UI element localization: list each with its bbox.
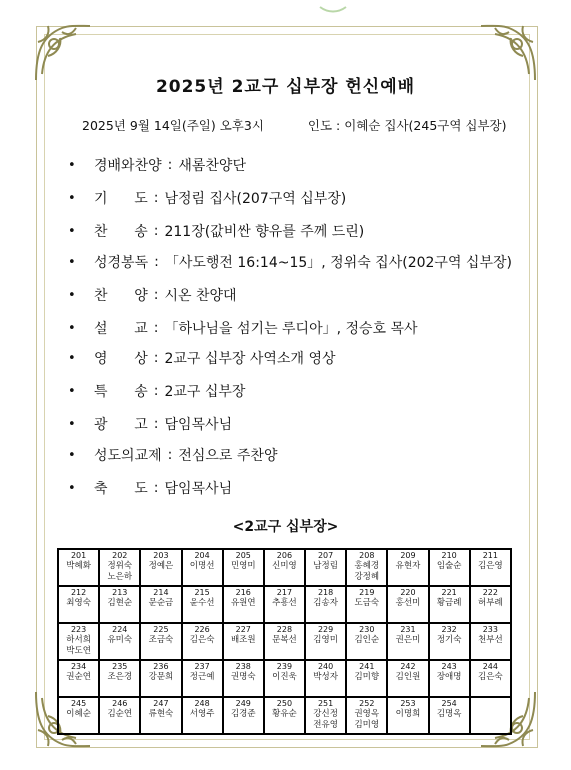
roster-cell — [182, 623, 223, 660]
program-item-value: 새롬찬양단 — [178, 158, 246, 174]
district-number: 229 — [317, 625, 334, 634]
leader-name: 유미숙 — [107, 635, 133, 645]
program-item — [68, 252, 512, 272]
program-item-label: 광 고 — [94, 417, 148, 433]
program-item-label: 성경봉독 — [94, 255, 149, 271]
district-number: 223 — [70, 625, 87, 634]
district-number: 209 — [400, 551, 416, 560]
roster-cell — [387, 549, 428, 586]
leader-name: 김은숙 — [189, 635, 215, 645]
district-number: 204 — [194, 551, 210, 560]
program-item-label: 기 도 — [94, 191, 148, 207]
leaf-ornament-icon — [318, 0, 348, 10]
bullet-icon: • — [68, 287, 76, 303]
leader-name: 정기숙 — [436, 635, 462, 645]
program-item-value: 남정림 집사(207구역 십부장) — [164, 191, 347, 207]
district-number: 245 — [70, 699, 87, 708]
district-number: 232 — [441, 625, 457, 634]
roster-row — [58, 660, 511, 697]
district-number: 246 — [112, 699, 128, 708]
leader-name: 강문희 — [148, 672, 174, 682]
program-item — [68, 348, 336, 368]
leader-name: 김미향 — [354, 672, 380, 682]
program-item-label: 경배와찬양 — [94, 158, 162, 174]
leader-name: 김명옥 — [436, 709, 462, 719]
leader-name: 박도연 — [66, 646, 91, 656]
district-number: 215 — [194, 588, 210, 597]
leader-name: 권영옥 — [354, 709, 380, 719]
program-item — [68, 285, 237, 305]
district-number: 233 — [482, 625, 498, 634]
roster-cell — [429, 697, 470, 734]
district-number: 226 — [194, 625, 210, 634]
leader-name: 김은숙 — [478, 672, 503, 682]
program-item-separator: : — [167, 157, 173, 173]
roster-table — [57, 548, 512, 735]
roster-cell — [99, 697, 140, 734]
district-number: 230 — [359, 625, 375, 634]
roster-cell — [429, 623, 470, 660]
roster-cell — [470, 549, 511, 586]
leader-name: 이혜순 — [66, 709, 91, 719]
program-item-separator: : — [153, 416, 159, 432]
roster-title: <2교구 십부장> — [232, 519, 339, 535]
page-title: 2025년 2교구 십부장 헌신예배 — [155, 77, 416, 97]
program-item-separator: : — [153, 320, 159, 336]
leader-name: 민영미 — [230, 561, 256, 571]
leader-name: 김송자 — [313, 598, 338, 608]
roster-row — [58, 549, 511, 586]
leader-name: 강신정 — [313, 709, 338, 719]
leader-name: 하서희 — [66, 635, 91, 645]
program-item-separator: : — [153, 190, 159, 206]
bullet-icon: • — [68, 254, 76, 270]
roster-cell — [346, 586, 387, 623]
roster-cell — [305, 586, 346, 623]
bullet-icon: • — [68, 320, 76, 336]
bullet-icon: • — [68, 350, 76, 366]
roster-cell — [223, 549, 264, 586]
roster-cell — [346, 697, 387, 734]
roster-cell — [58, 660, 99, 697]
leader-name: 김은영 — [478, 561, 503, 571]
program-item-separator: : — [153, 223, 159, 239]
bullet-icon: • — [68, 223, 76, 239]
leader-name: 박성자 — [313, 672, 338, 682]
program-item-value: 담임목사님 — [164, 417, 233, 433]
district-number: 221 — [441, 588, 457, 597]
roster-cell — [182, 586, 223, 623]
leader-name: 추흥선 — [272, 598, 297, 608]
roster-cell — [140, 697, 181, 734]
roster-cell — [305, 660, 346, 697]
leader-name: 문복선 — [272, 635, 297, 645]
leader-name: 노은하 — [107, 572, 133, 582]
program-item-value: 2교구 십부장 사역소개 영상 — [164, 351, 336, 367]
roster-cell — [58, 549, 99, 586]
roster-cell — [470, 660, 511, 697]
leader-name: 김인원 — [395, 672, 421, 682]
district-number: 202 — [112, 551, 128, 560]
leader-name: 천부선 — [478, 635, 503, 645]
program-item — [68, 381, 245, 401]
roster-cell — [387, 586, 428, 623]
program-item-value: 211장(값비싼 향유를 주께 드린) — [164, 224, 365, 240]
program-item-label: 성도의교제 — [94, 448, 162, 464]
roster-row — [58, 623, 511, 660]
district-number: 228 — [276, 625, 293, 634]
program-item-label: 설 교 — [94, 321, 148, 337]
roster-cell — [346, 549, 387, 586]
roster-cell — [264, 623, 305, 660]
district-number: 203 — [153, 551, 169, 560]
leader-name: 이명선 — [189, 561, 215, 571]
roster-cell — [140, 623, 181, 660]
leader-name: 남정림 — [313, 561, 338, 571]
program-item-separator: : — [153, 480, 159, 496]
district-number: 216 — [235, 588, 251, 597]
program-item — [68, 414, 232, 434]
roster-cell — [387, 660, 428, 697]
roster-cell — [182, 697, 223, 734]
program-item-label: 축 도 — [94, 481, 148, 497]
leader-name: 박혜화 — [66, 561, 91, 571]
roster-cell — [223, 697, 264, 734]
leader-name: 김영미 — [313, 635, 338, 645]
officiant: 인도 : 이혜순 집사(245구역 십부장) — [307, 118, 507, 133]
district-number: 227 — [235, 625, 251, 634]
roster-cell — [264, 660, 305, 697]
program-item — [68, 155, 246, 175]
leader-name: 장애명 — [436, 672, 462, 682]
leader-name: 김순연 — [107, 709, 133, 719]
leader-name: 임술순 — [436, 561, 462, 571]
leader-name: 이진욱 — [272, 672, 297, 682]
leader-name: 조금숙 — [148, 635, 174, 645]
bullet-icon: • — [68, 383, 76, 399]
roster-cell — [429, 660, 470, 697]
program-item-value: 「하나님을 섬기는 루디아」, 정승호 목사 — [164, 321, 418, 337]
roster-cell — [387, 697, 428, 734]
roster-cell — [140, 660, 181, 697]
leader-name: 권명숙 — [230, 672, 256, 682]
district-number: 238 — [235, 662, 251, 671]
leader-name: 이명희 — [395, 709, 421, 719]
roster-cell — [470, 697, 511, 734]
program-item-label: 찬 양 — [94, 288, 148, 304]
district-number: 225 — [153, 625, 169, 634]
district-number: 240 — [317, 662, 334, 671]
district-number: 239 — [276, 662, 293, 671]
leader-name: 전유영 — [313, 720, 338, 730]
roster-cell — [305, 697, 346, 734]
district-number: 241 — [359, 662, 375, 671]
district-number: 201 — [70, 551, 87, 560]
leader-name: 김경준 — [230, 709, 256, 719]
program-item — [68, 318, 418, 338]
district-number: 220 — [400, 588, 416, 597]
district-number: 250 — [276, 699, 293, 708]
leader-name: 정위숙 — [107, 561, 133, 571]
district-number: 236 — [153, 662, 169, 671]
district-number: 247 — [153, 699, 169, 708]
roster-cell — [264, 586, 305, 623]
bullet-icon: • — [68, 157, 76, 173]
district-number: 205 — [235, 551, 251, 560]
roster-cell — [223, 660, 264, 697]
leader-name: 최영숙 — [66, 598, 91, 608]
roster-cell — [58, 623, 99, 660]
district-number: 254 — [441, 699, 457, 708]
leader-name: 황유순 — [272, 709, 297, 719]
leader-name: 신미영 — [272, 561, 297, 571]
leader-name: 김현순 — [107, 598, 133, 608]
roster-cell — [58, 697, 99, 734]
program-item-separator: : — [153, 383, 159, 399]
district-number: 214 — [153, 588, 169, 597]
district-number: 251 — [317, 699, 334, 708]
district-number: 243 — [441, 662, 457, 671]
roster-cell — [305, 549, 346, 586]
roster-cell — [470, 586, 511, 623]
leader-name: 허부례 — [478, 598, 503, 608]
district-number: 217 — [276, 588, 293, 597]
district-number: 224 — [112, 625, 128, 634]
leader-name: 황금례 — [436, 598, 462, 608]
district-number: 253 — [400, 699, 416, 708]
district-number: 237 — [194, 662, 210, 671]
program-item — [68, 188, 346, 208]
leader-name: 강정혜 — [354, 572, 380, 582]
leader-name: 배조원 — [230, 635, 256, 645]
roster-cell — [346, 623, 387, 660]
roster-cell — [264, 549, 305, 586]
roster-cell — [223, 586, 264, 623]
leader-name: 류현숙 — [148, 709, 174, 719]
program-item — [68, 478, 232, 498]
roster-cell — [470, 623, 511, 660]
leader-name: 홍선미 — [395, 598, 421, 608]
leader-name: 김인순 — [354, 635, 380, 645]
roster-cell — [305, 623, 346, 660]
district-number: 231 — [400, 625, 416, 634]
roster-cell — [140, 586, 181, 623]
roster-cell — [429, 549, 470, 586]
roster-cell — [182, 549, 223, 586]
roster-cell — [99, 660, 140, 697]
leader-name: 문순금 — [148, 598, 174, 608]
program-item — [68, 221, 364, 241]
program-item-value: 2교구 십부장 — [164, 384, 246, 400]
leader-name: 유원연 — [230, 598, 256, 608]
district-number: 244 — [482, 662, 498, 671]
program-item-separator: : — [154, 254, 159, 270]
district-number: 242 — [400, 662, 416, 671]
district-number: 212 — [70, 588, 87, 597]
program-item-separator: : — [153, 350, 159, 366]
leader-name: 정근예 — [189, 672, 215, 682]
program-item-separator: : — [167, 447, 173, 463]
program-item — [68, 445, 277, 465]
bullet-icon: • — [68, 190, 76, 206]
program-item-label: 특 송 — [94, 384, 148, 400]
roster-cell — [182, 660, 223, 697]
leader-name: 도금숙 — [354, 598, 380, 608]
roster-cell — [346, 660, 387, 697]
service-date: 2025년 9월 14일(주일) 오후3시 — [82, 118, 264, 133]
leader-name: 조은경 — [107, 672, 133, 682]
district-number: 234 — [70, 662, 87, 671]
leader-name: 권은미 — [395, 635, 421, 645]
roster-cell — [99, 623, 140, 660]
leader-name: 유현자 — [395, 561, 421, 571]
service-info — [82, 116, 507, 134]
district-number: 211 — [482, 551, 498, 560]
district-number: 249 — [235, 699, 251, 708]
bullet-icon: • — [68, 480, 76, 496]
program-item-value: 담임목사님 — [164, 481, 233, 497]
district-number: 235 — [112, 662, 128, 671]
bullet-icon: • — [68, 447, 76, 463]
leader-name: 권순연 — [66, 672, 91, 682]
roster-cell — [140, 549, 181, 586]
district-number: 208 — [359, 551, 375, 560]
bullet-icon: • — [68, 416, 76, 432]
district-number: 210 — [441, 551, 457, 560]
program-item-separator: : — [153, 287, 159, 303]
leader-name: 윤수선 — [189, 598, 215, 608]
district-number: 222 — [482, 588, 498, 597]
district-number: 207 — [317, 551, 334, 560]
district-number: 219 — [359, 588, 375, 597]
roster-cell — [58, 586, 99, 623]
program-item-value: 시온 찬양대 — [164, 288, 237, 304]
leader-name: 홍혜경 — [354, 561, 380, 571]
program-item-value: 「사도행전 16:14~15」, 정위숙 집사(202구역 십부장) — [164, 255, 512, 271]
district-number: 213 — [112, 588, 128, 597]
district-number: 218 — [317, 588, 334, 597]
leader-name: 정예은 — [148, 561, 174, 571]
roster-cell — [223, 623, 264, 660]
roster-cell — [99, 586, 140, 623]
program-item-label: 영 상 — [94, 351, 148, 367]
district-number: 252 — [359, 699, 375, 708]
roster-row — [58, 697, 511, 734]
leader-name: 서영주 — [189, 709, 215, 719]
leader-name: 김미영 — [354, 720, 380, 730]
roster-cell — [264, 697, 305, 734]
program-item-label: 찬 송 — [94, 224, 148, 240]
roster-cell — [429, 586, 470, 623]
program-item-value: 전심으로 주찬양 — [178, 448, 278, 464]
roster-row — [58, 586, 511, 623]
roster-cell — [387, 623, 428, 660]
district-number: 206 — [276, 551, 293, 560]
roster-cell — [99, 549, 140, 586]
district-number: 248 — [194, 699, 210, 708]
